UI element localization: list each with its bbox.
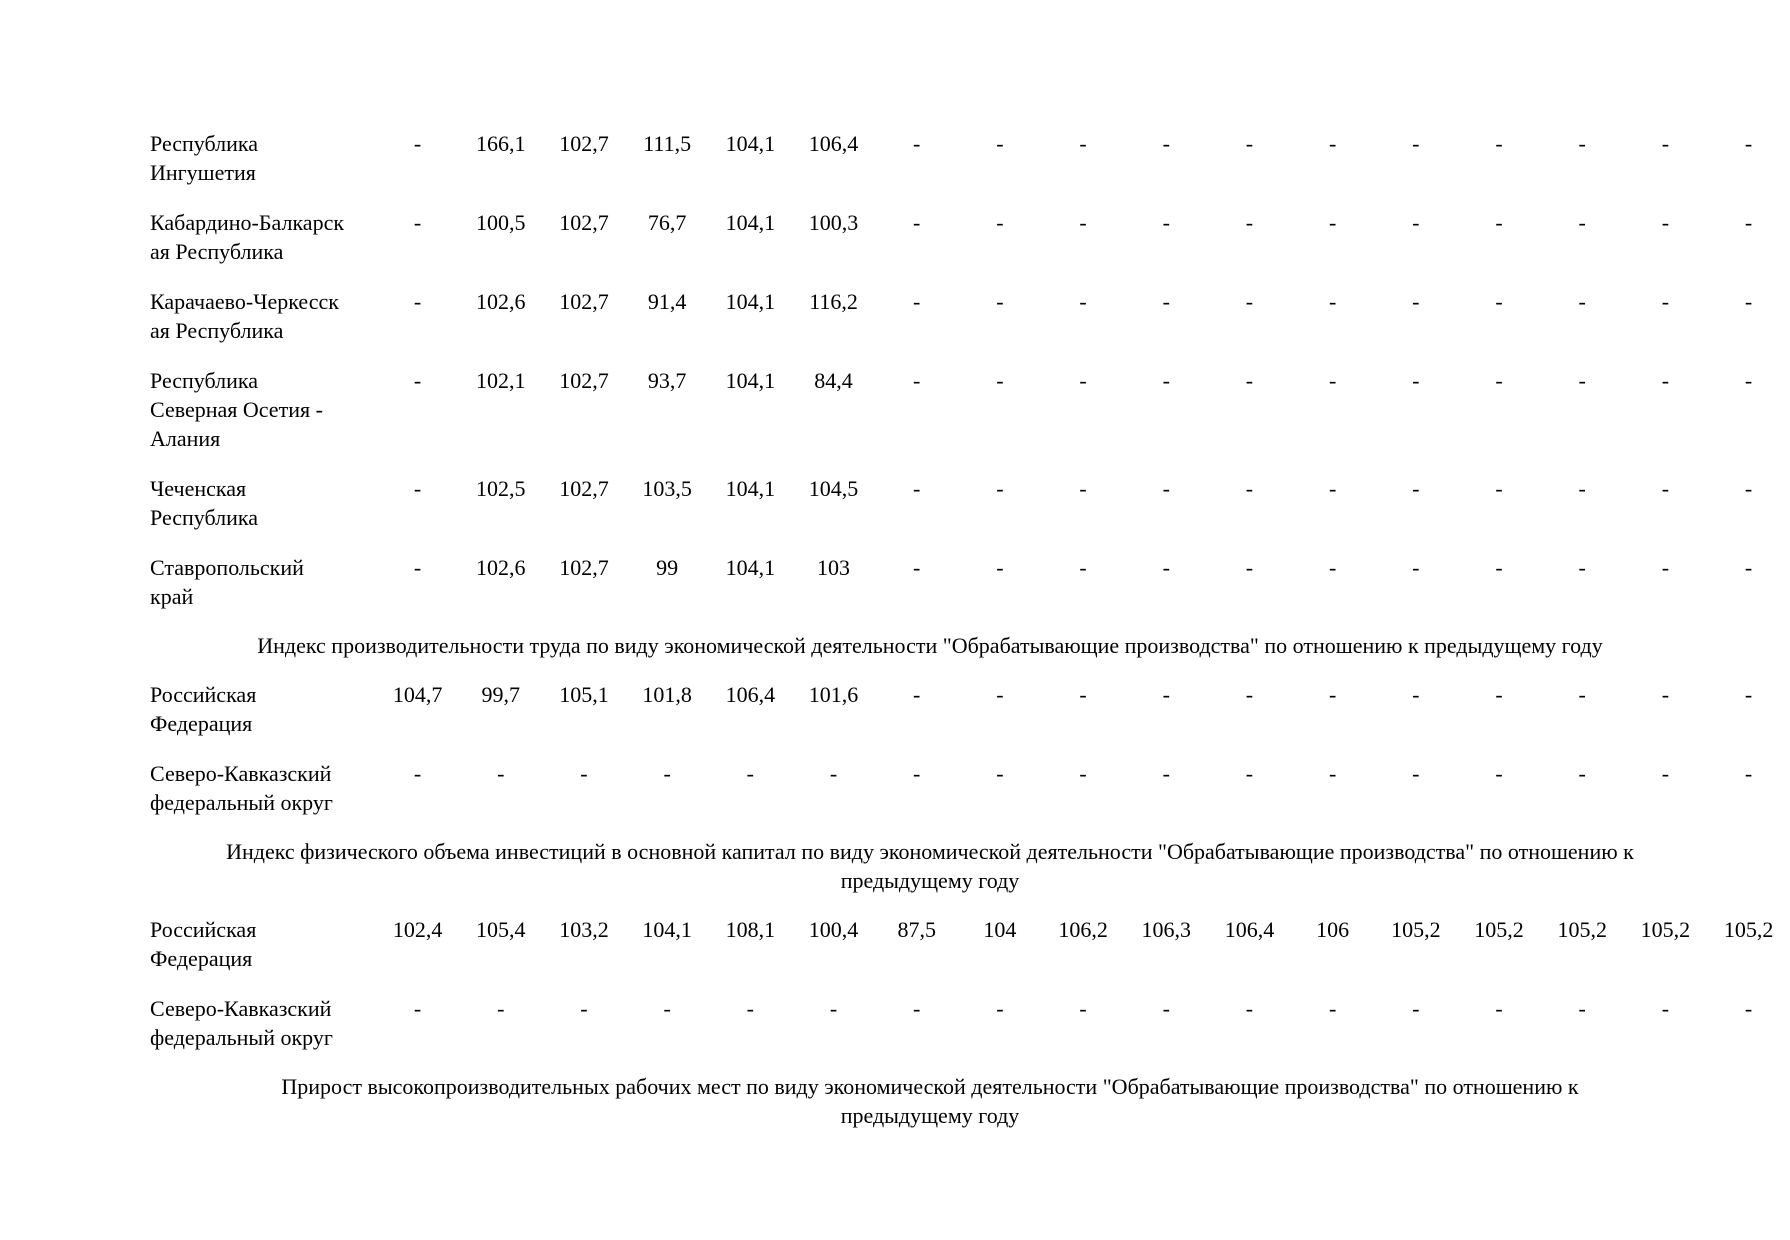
table-cell: 101,8 (642, 682, 692, 707)
table-cell: - (1245, 555, 1254, 580)
table-cell: - (1079, 289, 1087, 314)
row-label-line: Карачаево-Черкесск (150, 289, 339, 314)
table-cell: - (1245, 761, 1254, 786)
row-label (150, 129, 376, 187)
row-label-line: Республика (150, 505, 259, 530)
table-cell: - (1412, 368, 1420, 393)
row-label (150, 680, 376, 738)
table-cell: - (1245, 131, 1254, 156)
table-cell: 102,7 (559, 289, 609, 314)
table-cell: 102,5 (476, 476, 526, 501)
table-cell: - (1412, 761, 1420, 786)
table-cell: - (413, 289, 422, 314)
table-cell: - (1495, 476, 1503, 501)
table-cell: - (913, 476, 921, 501)
table-cell: - (1162, 476, 1170, 501)
table-row (150, 129, 1754, 187)
table-cell: 105,2 (1474, 917, 1524, 942)
table-cell: - (996, 289, 1004, 314)
table-cell: - (413, 131, 422, 156)
table-cell: 76,7 (647, 210, 687, 235)
table-cell: - (1328, 368, 1337, 393)
table-cell: - (1079, 761, 1087, 786)
table-cell: - (1162, 682, 1170, 707)
table-cell: - (1245, 368, 1254, 393)
table-cell: - (1578, 761, 1586, 786)
table-cell: - (1162, 289, 1170, 314)
table-cell: - (1495, 682, 1503, 707)
table-cell: 102,7 (559, 555, 609, 580)
table-cell: - (1162, 555, 1170, 580)
table-cell: - (913, 289, 921, 314)
table-cell: - (913, 996, 921, 1021)
table-cell: - (1162, 368, 1170, 393)
table-cell: - (413, 210, 422, 235)
row-label-line: Северо-Кавказский (150, 761, 332, 786)
table-cell: - (1079, 476, 1087, 501)
table-cell: 106 (1316, 917, 1350, 942)
table-cell: - (1162, 210, 1170, 235)
table-cell: - (1661, 131, 1670, 156)
table-cell: 105,1 (559, 682, 609, 707)
table-cell: - (1245, 289, 1254, 314)
table-cell: - (1495, 761, 1503, 786)
row-label-line: Ставропольский (150, 555, 304, 580)
row-label (150, 915, 376, 973)
table-cell: - (1578, 131, 1586, 156)
table-cell: - (497, 996, 505, 1021)
table-cell: 100,4 (808, 917, 859, 942)
table-cell: - (413, 476, 422, 501)
table-cell: - (746, 996, 754, 1021)
row-label-line: Республика (150, 368, 259, 393)
table-cell: - (1578, 289, 1586, 314)
table-cell: - (1412, 210, 1420, 235)
row-label-line: ая Республика (150, 239, 284, 264)
section-title-line: предыдущему году (840, 868, 1020, 893)
table-cell: - (1328, 996, 1337, 1021)
row-label-line: федеральный округ (150, 790, 333, 815)
table-cell: - (1578, 555, 1586, 580)
table-block-labor-productivity (150, 680, 1754, 817)
row-label (150, 553, 376, 611)
table-cell: - (1661, 368, 1670, 393)
document-page (150, 129, 1774, 1150)
row-label-line: Федерация (150, 946, 253, 971)
table-cell: - (996, 210, 1004, 235)
table-cell: 111,5 (643, 131, 692, 156)
table-cell: 106,3 (1141, 917, 1192, 942)
table-cell: - (1328, 210, 1337, 235)
table-cell: 104,1 (725, 131, 776, 156)
table-cell: - (1495, 289, 1503, 314)
table-cell: - (1162, 761, 1170, 786)
table-cell: 104 (983, 917, 1017, 942)
section-title-line: Индекс производительности труда по виду экономической деятельности "Обрабатывающие производства" по отношению к предыдущему году (257, 633, 1603, 658)
row-values (376, 680, 1790, 709)
row-label-line: Северная Осетия - (150, 397, 323, 422)
table-cell: - (913, 210, 921, 235)
table-cell: - (413, 555, 422, 580)
table-cell: - (1578, 476, 1586, 501)
table-cell: 103 (817, 555, 851, 580)
row-label-line: Алания (150, 426, 221, 451)
table-cell: - (996, 996, 1004, 1021)
row-values (376, 553, 1790, 582)
row-label (150, 366, 376, 453)
table-cell: - (1744, 131, 1753, 156)
table-cell: - (1245, 210, 1254, 235)
table-cell: - (913, 761, 921, 786)
table-cell: 106,4 (1224, 917, 1275, 942)
table-cell: 104,1 (725, 289, 776, 314)
row-values (376, 366, 1790, 395)
table-cell: 102,7 (559, 476, 609, 501)
table-cell: - (996, 555, 1004, 580)
table-cell: - (1661, 555, 1670, 580)
table-cell: - (497, 761, 505, 786)
table-cell: - (1661, 210, 1670, 235)
table-cell: 99,7 (481, 682, 521, 707)
table-cell: 104,5 (808, 476, 859, 501)
section-title-high-productivity-jobs (150, 1072, 1710, 1130)
table-block-investment-index (150, 915, 1774, 1052)
table-cell: 100,3 (808, 210, 859, 235)
table-cell: - (413, 761, 422, 786)
table-cell: - (1412, 682, 1420, 707)
table-cell: - (663, 761, 671, 786)
table-cell: 103,2 (559, 917, 609, 942)
table-cell: - (913, 368, 921, 393)
table-row (150, 759, 1754, 817)
table-cell: - (746, 761, 754, 786)
table-cell: 105,4 (476, 917, 526, 942)
table-cell: - (1245, 682, 1254, 707)
row-label (150, 287, 376, 345)
row-label-line: Федерация (150, 711, 253, 736)
table-cell: - (1495, 368, 1503, 393)
table-row (150, 994, 1754, 1052)
table-cell: - (1578, 996, 1586, 1021)
table-cell: 102,1 (476, 368, 526, 393)
row-values (376, 208, 1790, 237)
table-row (150, 208, 1754, 266)
section-title-line: предыдущему году (840, 1103, 1020, 1128)
table-cell: - (1412, 131, 1420, 156)
table-cell: 102,7 (559, 368, 609, 393)
table-cell: - (913, 555, 921, 580)
table-cell: - (1578, 210, 1586, 235)
table-cell: - (1079, 368, 1087, 393)
table-cell: - (996, 761, 1004, 786)
row-values (376, 129, 1790, 158)
row-label-line: ая Республика (150, 318, 284, 343)
section-title-line: Индекс физического объема инвестиций в основной капитал по виду экономической деятельности "Обрабатывающие производства" по отношению к (226, 839, 1634, 864)
table-cell: - (1744, 682, 1753, 707)
row-label (150, 994, 376, 1052)
table-cell: 116,2 (809, 289, 858, 314)
table-cell: - (913, 131, 921, 156)
table-cell: 108,1 (725, 917, 776, 942)
table-cell: - (1661, 476, 1670, 501)
table-cell: 93,7 (647, 368, 687, 393)
table-cell: - (1744, 476, 1753, 501)
table-cell: 87,5 (897, 917, 936, 942)
table-cell: 104,7 (392, 682, 443, 707)
table-cell: 105,2 (1640, 917, 1691, 942)
section-title-investment-index (150, 837, 1710, 895)
table-cell: - (413, 368, 422, 393)
table-cell: - (1495, 996, 1503, 1021)
table-cell: 101,6 (808, 682, 859, 707)
table-cell: 104,1 (642, 917, 692, 942)
row-label (150, 759, 376, 817)
table-cell: - (996, 131, 1004, 156)
table-cell: 106,4 (725, 682, 776, 707)
table-cell: - (580, 761, 588, 786)
table-cell: 104,1 (725, 555, 776, 580)
row-values (376, 915, 1790, 944)
table-cell: 105,2 (1391, 917, 1441, 942)
row-label-line: Российская (150, 682, 257, 707)
table-row (150, 680, 1754, 738)
table-cell: 105,2 (1557, 917, 1607, 942)
row-label (150, 208, 376, 266)
table-cell: 105,2 (1723, 917, 1774, 942)
table-cell: 102,7 (559, 131, 609, 156)
row-values (376, 287, 1790, 316)
table-cell: 84,4 (814, 368, 853, 393)
table-cell: 102,4 (392, 917, 443, 942)
table-cell: 102,6 (476, 289, 526, 314)
table-cell: 166,1 (476, 131, 526, 156)
table-cell: - (1578, 368, 1586, 393)
table-cell: - (1744, 210, 1753, 235)
table-cell: - (1661, 289, 1670, 314)
table-cell: - (580, 996, 588, 1021)
table-cell: - (1079, 996, 1087, 1021)
table-cell: 104,1 (725, 476, 776, 501)
row-label-line: Чеченская (150, 476, 247, 501)
row-label-line: федеральный округ (150, 1025, 333, 1050)
table-cell: - (1079, 682, 1087, 707)
table-row (150, 915, 1774, 973)
table-cell: - (1412, 996, 1420, 1021)
table-cell: - (413, 996, 422, 1021)
table-cell: - (1328, 555, 1337, 580)
row-values (376, 994, 1790, 1023)
table-cell: - (1328, 289, 1337, 314)
table-cell: 106,4 (808, 131, 859, 156)
table-cell: 91,4 (647, 289, 687, 314)
table-cell: - (996, 476, 1004, 501)
section-title-labor-productivity (150, 631, 1710, 660)
section-title-line: Прирост высокопроизводительных рабочих мест по виду экономической деятельности "Обрабатывающие производства" по отношению к (281, 1074, 1579, 1099)
row-label-line: Республика (150, 131, 259, 156)
table-cell: - (996, 682, 1004, 707)
table-row (150, 553, 1754, 611)
table-cell: - (1328, 476, 1337, 501)
table-cell: 103,5 (642, 476, 692, 501)
table-cell: - (1412, 289, 1420, 314)
table-row (150, 474, 1754, 532)
table-cell: - (1079, 131, 1087, 156)
row-values (376, 759, 1790, 788)
table-cell: - (996, 368, 1004, 393)
table-cell: - (1661, 996, 1670, 1021)
table-cell: - (1328, 682, 1337, 707)
row-label-line: Ингушетия (150, 160, 256, 185)
table-cell: - (1412, 476, 1420, 501)
table-cell: - (1079, 210, 1087, 235)
table-cell: - (1661, 761, 1670, 786)
table-cell: 99 (656, 555, 679, 580)
table-cell: - (663, 996, 671, 1021)
table-cell: - (1495, 555, 1503, 580)
row-label-line: Российская (150, 917, 257, 942)
table-cell: - (1162, 996, 1170, 1021)
row-label-line: край (150, 584, 194, 609)
table-block-regions (150, 129, 1754, 611)
table-cell: 100,5 (476, 210, 526, 235)
table-cell: - (1744, 761, 1753, 786)
table-cell: 104,1 (725, 210, 776, 235)
table-row (150, 287, 1754, 345)
row-label-line: Кабардино-Балкарск (150, 210, 345, 235)
table-cell: - (1661, 682, 1670, 707)
table-cell: - (1328, 761, 1337, 786)
table-cell: - (1495, 131, 1503, 156)
table-cell: 102,6 (476, 555, 526, 580)
table-row (150, 366, 1754, 453)
table-cell: - (1578, 682, 1586, 707)
table-cell: - (829, 996, 838, 1021)
row-label-line: Северо-Кавказский (150, 996, 332, 1021)
table-cell: - (1744, 368, 1753, 393)
table-cell: - (1744, 555, 1753, 580)
row-label (150, 474, 376, 532)
table-cell: 102,7 (559, 210, 609, 235)
table-cell: - (829, 761, 838, 786)
table-cell: - (1412, 555, 1420, 580)
table-cell: - (1495, 210, 1503, 235)
table-cell: - (1328, 131, 1337, 156)
table-cell: - (1744, 996, 1753, 1021)
table-cell: - (1079, 555, 1087, 580)
row-values (376, 474, 1790, 503)
table-cell: - (913, 682, 921, 707)
table-cell: 104,1 (725, 368, 776, 393)
table-cell: - (1245, 476, 1254, 501)
table-cell: - (1245, 996, 1254, 1021)
table-cell: - (1744, 289, 1753, 314)
table-cell: 106,2 (1058, 917, 1108, 942)
table-cell: - (1162, 131, 1170, 156)
